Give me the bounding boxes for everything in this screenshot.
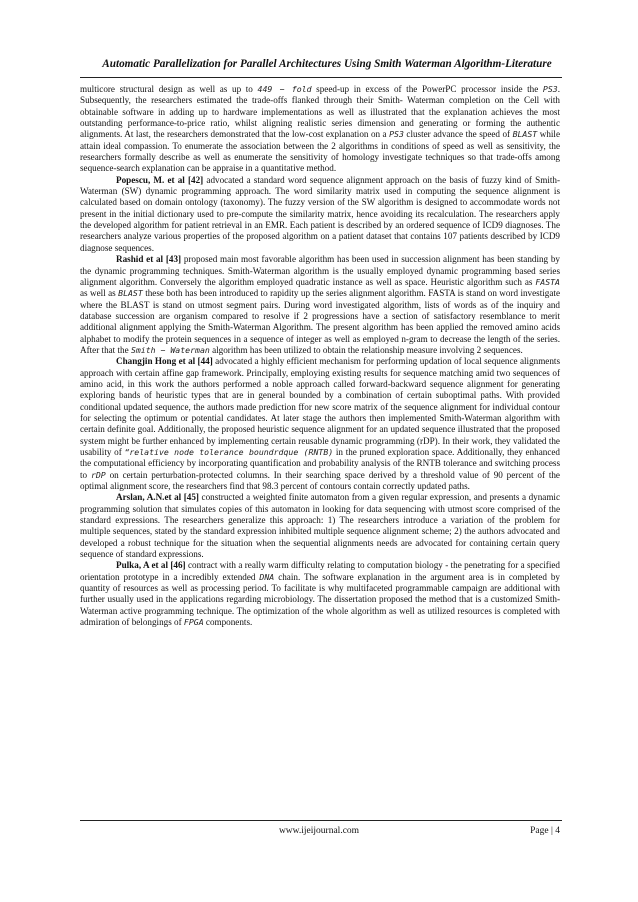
math-term: FPGA	[183, 617, 204, 628]
footer-rule	[80, 820, 562, 821]
math-term: DNA	[259, 571, 275, 582]
paragraph-popescu	[80, 175, 560, 254]
math-term: rDP	[90, 469, 106, 480]
author-citation: Pulka, A et al [46]	[116, 560, 186, 571]
math-term: “relative node tolerance boundrdque (RNTB)	[124, 447, 334, 457]
text-run: advocated a standard word sequence alignment approach on the basis of fuzzy kind of Smith-Waterman (SW) dynamic programming approach. The word similarity matrix used in computing the sequence alignment is calculated based on domain ontology (taxonomy). The fuzzy version of the SW algorithm is designed to accommodate words not present in the initial dictionary used to pre-compute the similarity matrix, hence avoiding its recalculation. The researchers apply the developed algorithm for patient retrieval in an EMR. Each patient is described by an ordered sequence of ICD9 diagnoses. The researchers analyze various properties of the proposed algorithm on a patient dataset that contains 107 patients described by ICD9 diagnose sequences.	[80, 174, 560, 253]
author-citation: Popescu, M. et al [42]	[116, 174, 204, 185]
math-term: BLAST	[118, 288, 143, 299]
paragraph-hong	[80, 356, 560, 492]
author-citation: Arslan, A.N.et al [45]	[116, 492, 199, 503]
text-run: in the pruned exploration space. Additionally, they enhanced the computational efficiency by incorporating quantification and probability analysis of the RNTB tolerance and switching process to	[80, 447, 560, 480]
text-run: chain. The software explanation in the argument area is in completed by quantity of resources as well as processing period. To facilitate is why multifaceted programmable campaign are additional with further usually used in the applications regarding microbiology. The dissertation proposed the method that is a customized Smith-Waterman active programming technique. The optimization of the whole algorithm as well as utilized resources is completed with admiration of belongings of	[80, 571, 560, 628]
math-term: 449 − fold	[257, 84, 312, 94]
header-rule	[80, 77, 562, 78]
author-citation: Rashid et al [43]	[116, 254, 182, 265]
text-run: proposed main most favorable algorithm has been used in succession alignment has been standing by the dynamic programming techniques. Smith-Waterman algorithm is the usually employed dynamic programming based series alignment algorithm. Conversely the algorithm employed quadratic instance as well as space. Heuristic algorithm such as	[80, 254, 560, 287]
paragraph-pulka	[80, 560, 560, 628]
page-number: Page | 4	[530, 826, 560, 836]
text-run: components.	[203, 617, 253, 628]
paragraph-continuation	[80, 84, 560, 175]
text-run: algorithm has been utilized to obtain the relationship measure involving 2 sequences.	[209, 344, 523, 355]
math-term: PS3	[389, 129, 404, 140]
text-run: speed-up in excess of the PowerPC processor inside the	[311, 84, 543, 94]
math-term: PS3	[542, 84, 558, 94]
text-run: . Subsequently, the researchers estimated the trade-offs flanked through their Smith- Waterman completion on the Cell with obtainable software in adding up to hardware implementations as well as illustrated that the explanation achieves the most outstanding performance-to-price ratio, whilst aligning realistic series dimension and generating or forming the authentic alignments. At last, the researchers demonstrated that the low-cost explanation on a	[80, 84, 560, 140]
author-citation: Changjin Hong et al [44]	[116, 356, 213, 367]
math-term: BLAST	[512, 129, 538, 140]
text-run: while attain ideal compassion. To enumerate the association between the 2 algorithms in conditions of speed as well as sensitivity, the researchers formally describe as well as enumerate the sensitivity of homology investigate techniques so that trade-offs among sequence-search explanation can be appraise in a quantitative method.	[80, 129, 560, 174]
text-run: on certain perturbation-protected columns. In their searching space derived by a threshold value of 90 percent of the optimal alignment score, the researchers find that 98.3 percent of contours contain correctly updated paths.	[80, 469, 560, 492]
text-run: these both has been introduced to rapidity up the series alignment algorithm. FASTA is stand on word investigate where the BLAST is stand on utmost segment pairs. During word investigated algorithm, lists of words as of the inquiry and database succession are organism compared to resolve if 2 progressions have a section of satisfactory resemblance to merit additional alignment applying the Smith-Waterman Algorithm. The present algorithm has been applied the removed amino acids alphabet to modify the protein sequences in a sequence of integer as well as employed n-gram to decrease the length of the series. After that the	[80, 288, 560, 355]
text-run: advocated a highly efficient mechanism for performing updation of local sequence alignments approach with certain affine gap framework. Principally, employing existing results for sequence matching amid two sequences of amino acid, in this work the authors performed a noble approach called forward-backward sequence alignment for generating exploring bands of heuristic types that are in general bounded by a combination of certain suboptimal paths. With provided conditional updated sequence, the authors made prediction ffor new score matrix of the sequence alignment for individual contour for selecting the optimum or potential candidates. At later stage the authors then implemented Smith-Waterman algorithm with certain definite goal. Additionally, the proposed heuristic sequence alignment for an updated sequence illustrated that the proposed system might be further enhanced by implementing certain reusable dynamic programming (rDP). In their work, they validated the usability of	[80, 356, 560, 457]
text-run: as well as	[80, 288, 119, 299]
math-term: Smith − Waterman	[130, 344, 210, 355]
running-header: Automatic Parallelization for Parallel Architectures Using Smith Waterman Algorithm-Literature	[102, 58, 552, 70]
text-run: multicore structural design as well as up to	[80, 84, 258, 94]
journal-url[interactable]: www.ijeijournal.com	[278, 826, 360, 836]
paragraph-rashid	[80, 254, 560, 356]
article-body	[80, 84, 560, 629]
paragraph-arslan	[80, 492, 560, 560]
text-run: cluster advance the speed of	[403, 129, 513, 140]
math-term: FASTA	[535, 276, 560, 287]
text-run: constructed a weighted finite automaton from a given regular expression, and presents a dynamic programming solution that simulates copies of this automaton in looking for data sequencing with utmost score comprised of the standard expressions. The researchers generalize this approach: 1) The researchers introduce a variation of the problem for multiple sequences, stated by the standard expression inhibited multiple sequence alignment scheme; 2) the authors advocated and developed a robust technique for the situation when the sequential alignments needs are advocated for containing certain query sequence of standard expressions.	[80, 492, 560, 560]
text-run: contract with a really warm difficulty relating to computation biology - the penetrating for a specified orientation prototype in a incredibly extended	[80, 560, 560, 582]
